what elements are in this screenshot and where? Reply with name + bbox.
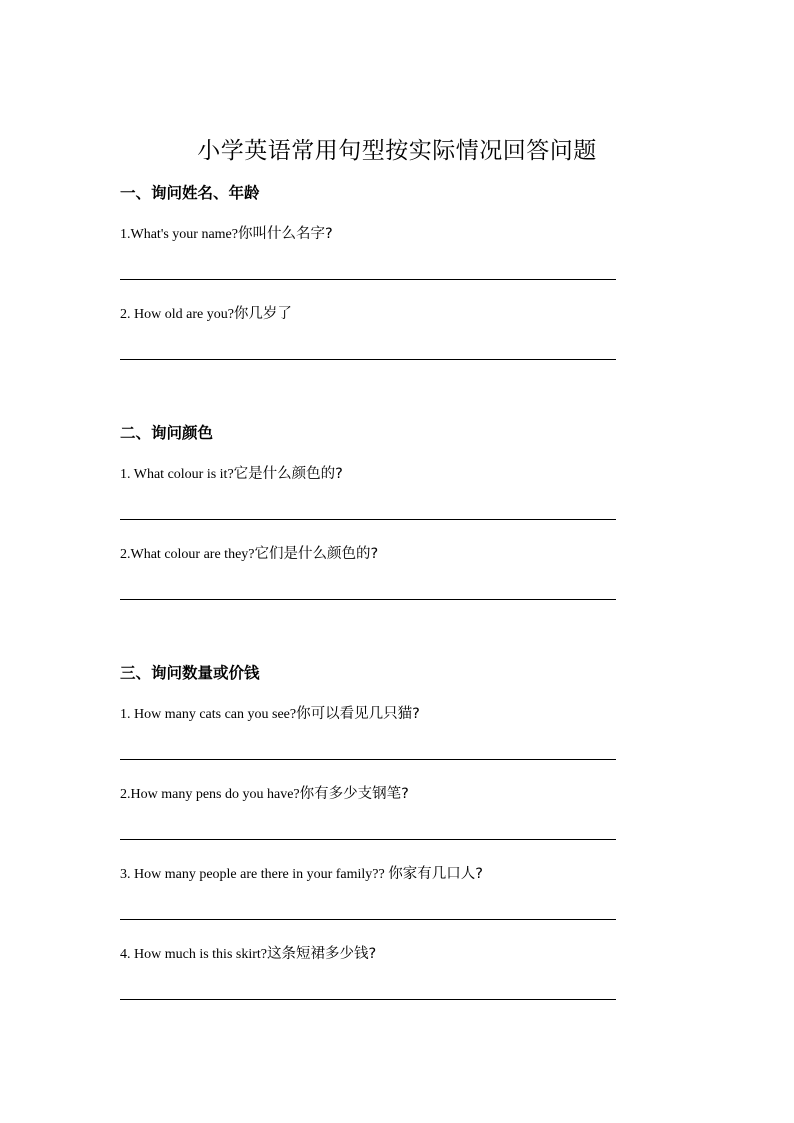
question-name [120,222,333,243]
question-colour-they [120,542,378,563]
question-age [120,302,292,323]
question-cats [120,702,420,723]
question-zh: 这条短裙多少钱? [267,946,377,962]
answer-line-colour-it[interactable] [120,519,616,520]
page-title: 小学英语常用句型按实际情况回答问题 [197,138,597,164]
section-heading-colour: 二、询问颜色 [120,424,214,442]
section-heading-quantity-price: 三、询问数量或价钱 [120,664,260,682]
section-heading-name-age: 一、询问姓名、年龄 [120,184,260,202]
question-zh: 你叫什么名字? [237,226,333,242]
question-zh: 你可以看见几只猫? [296,706,420,722]
question-en: 2.What colour are they? [120,547,255,562]
question-colour-it [120,462,343,483]
question-en: 2.How many pens do you have? [120,787,300,802]
answer-line-age[interactable] [120,359,616,360]
answer-line-pens[interactable] [120,839,616,840]
question-family [120,862,483,883]
answer-line-family[interactable] [120,919,616,920]
question-en: 1. What colour is it? [120,467,234,482]
answer-line-name[interactable] [120,279,616,280]
question-zh: 它是什么颜色的? [233,466,343,482]
question-en: 3. How many people are there in your family?? [120,867,389,882]
question-en: 4. How much is this skirt? [120,947,267,962]
question-zh: 你有多少支钢笔? [299,786,409,802]
answer-line-cats[interactable] [120,759,616,760]
question-zh: 你家有几口人? [388,866,483,882]
question-en: 2. How old are you? [120,307,234,322]
question-zh: 你几岁了 [233,306,292,322]
question-en: 1.What's your name? [120,227,238,242]
question-zh: 它们是什么颜色的? [254,546,379,562]
question-en: 1. How many cats can you see? [120,707,297,722]
answer-line-colour-they[interactable] [120,599,616,600]
question-skirt [120,942,376,963]
answer-line-skirt[interactable] [120,999,616,1000]
question-pens [120,782,409,803]
